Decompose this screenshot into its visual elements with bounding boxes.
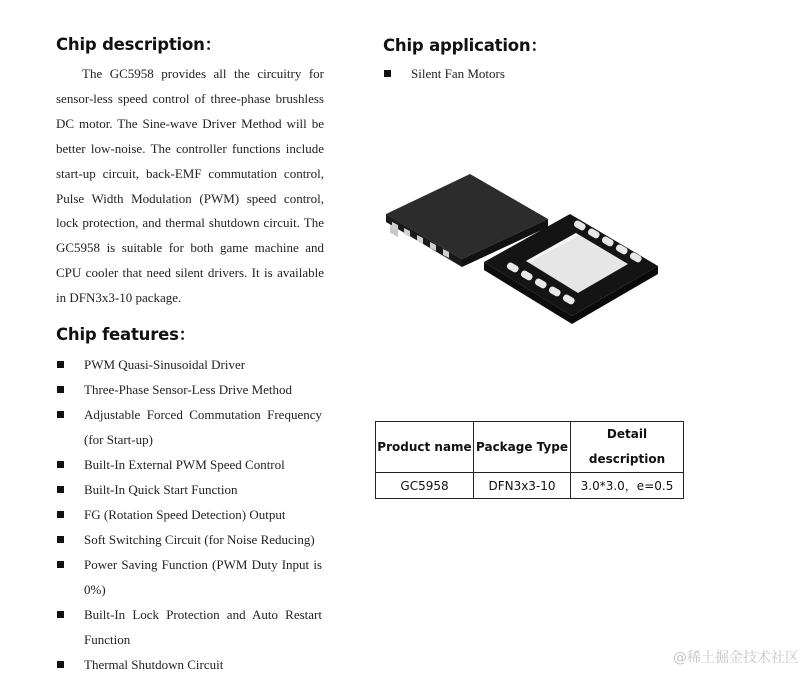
feature-item: Built-In Quick Start Function [56,477,322,502]
feature-item: Power Saving Function (PWM Duty Input is 0%) [56,552,322,602]
bullet-square-icon [57,386,64,393]
features-heading: Chip features： [56,325,196,344]
description-heading: Chip description： [56,35,221,54]
bullet-square-icon [57,486,64,493]
bullet-square-icon [57,461,64,468]
bullet-square-icon [57,661,64,668]
features-list [56,352,322,677]
package-spec-table [375,421,684,499]
feature-item: Built-In Lock Protection and Auto Restart Function [56,602,322,652]
bullet-square-icon [57,611,64,618]
description-text: The GC5958 provides all the circuitry for sensor-less speed control of three-phase brushless DC motor. The Sine-wave Driver Method will be better low-noise. The controller functions include start-up circuit, back-EMF commutation control, Pulse Width Modulation (PWM) speed control, lock protection, and thermal shutdown circuit. The GC5958 is suitable for both game machine and CPU cooler that need silent drivers. It is available in DFN3x3-10 package. [56,66,324,306]
feature-item: Soft Switching Circuit (for Noise Reducing) [56,527,322,552]
bullet-square-icon [57,536,64,543]
feature-item: PWM Quasi-Sinusoidal Driver [56,352,322,377]
table-header-cell: Package Type [474,422,571,473]
bullet-square-icon [57,361,64,368]
feature-item: Three-Phase Sensor-Less Drive Method [56,377,322,402]
table-header-cell: Product name [376,422,474,473]
dfn-chip-package-image [382,150,662,340]
feature-item: Built-In External PWM Speed Control [56,452,322,477]
application-item: Silent Fan Motors [383,61,683,86]
table-cell: GC5958 [376,473,474,499]
application-list [383,61,683,86]
table-cell: DFN3x3-10 [474,473,571,499]
table-header-row [376,422,684,473]
bullet-square-icon [384,70,391,77]
feature-item: FG (Rotation Speed Detection) Output [56,502,322,527]
feature-item: Adjustable Forced Commutation Frequency (for Start-up) [56,402,322,452]
application-heading: Chip application： [383,36,547,55]
feature-item: Thermal Shutdown Circuit [56,652,322,677]
table-row [376,473,684,499]
bullet-square-icon [57,561,64,568]
table-header-cell: Detail description [571,422,684,473]
watermark: @稀土掘金技术社区 [673,650,799,666]
bullet-square-icon [57,411,64,418]
table-cell: 3.0*3.0，e=0.5 [571,473,684,499]
bullet-square-icon [57,511,64,518]
